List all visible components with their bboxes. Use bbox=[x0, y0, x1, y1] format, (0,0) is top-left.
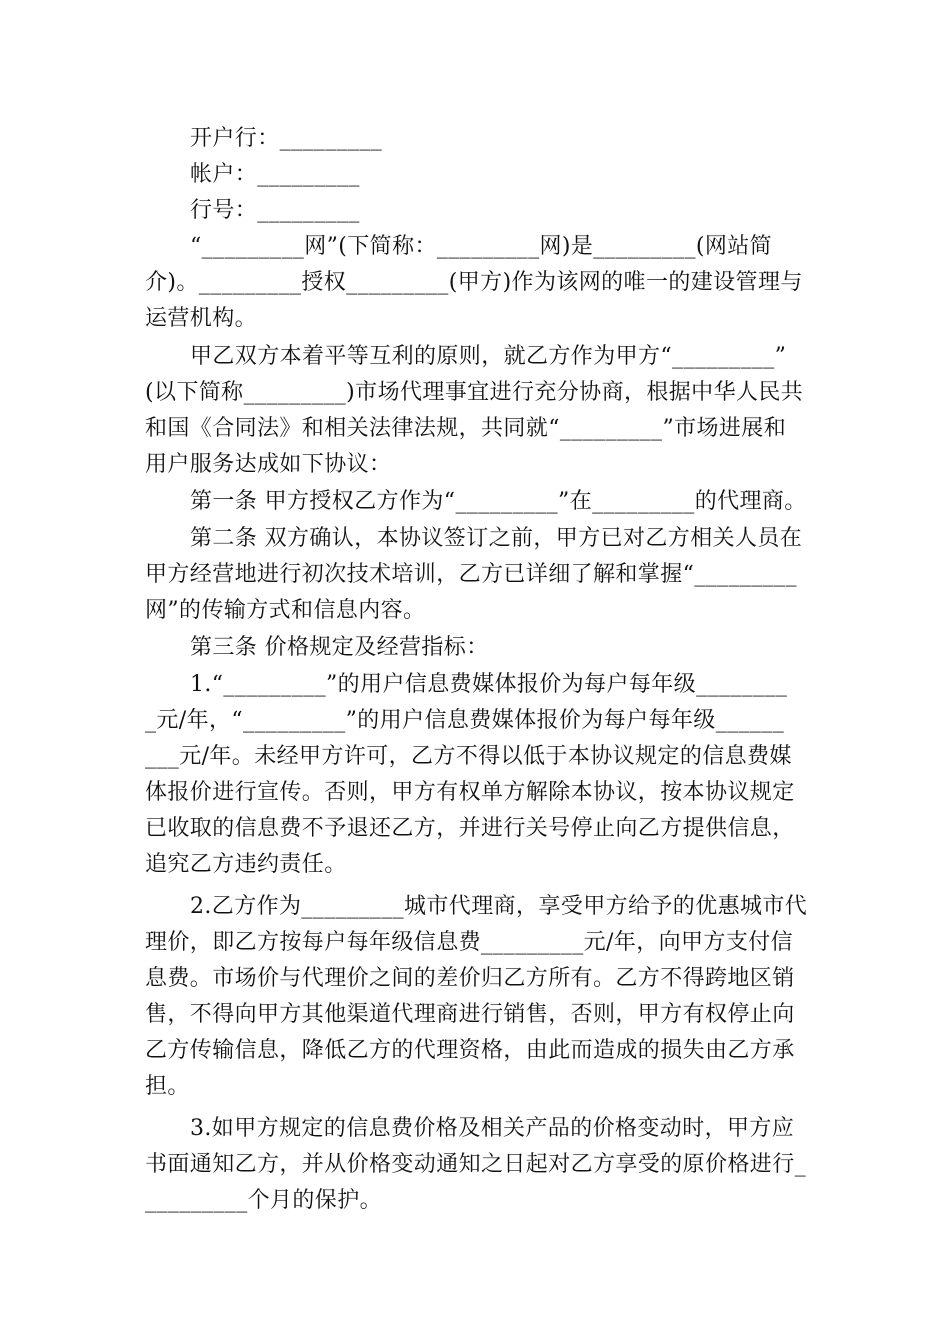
clause-2-line-6: 担。 bbox=[145, 1074, 190, 1099]
clause-2-line-1: 2.乙方作为_________城市代理商，享受甲方给予的优惠城市代 bbox=[190, 894, 808, 919]
article-2-line-3: 网”的传输方式和信息内容。 bbox=[145, 598, 426, 623]
clause-2-line-2: 理价，即乙方按每户每年级信息费_________元/年，向甲方支付信 bbox=[145, 930, 794, 955]
preamble-line-3: 和国《合同法》和相关法律法规，共同就“_________”市场进展和 bbox=[145, 416, 787, 441]
clause-1-line-4: 体报价进行宣传。否则，甲方有权单方解除本协议，按本协议规定 bbox=[145, 780, 795, 805]
bank-name-line: 开户行：_________ bbox=[190, 126, 383, 151]
bank-code-line: 行号：_________ bbox=[190, 198, 360, 223]
intro-paragraph-line-1: “_________网”(下简称：_________网)是_________(网站简 bbox=[190, 234, 773, 259]
clause-2-line-5: 乙方传输信息，降低乙方的代理资格，由此而造成的损失由乙方承 bbox=[145, 1038, 795, 1063]
clause-1-line-5: 已收取的信息费不予退还乙方，并进行关号停止向乙方提供信息， bbox=[145, 816, 795, 841]
clause-1-line-3: ___元/年。未经甲方许可，乙方不得以低于本协议规定的信息费媒 bbox=[145, 744, 792, 769]
clause-3-line-2: 书面通知乙方，并从价格变动通知之日起对乙方享受的原价格进行_ bbox=[145, 1152, 807, 1177]
intro-paragraph-line-3: 运营机构。 bbox=[145, 306, 258, 331]
account-line: 帐户：_________ bbox=[190, 162, 360, 187]
clause-1-line-2: _元/年，“_________”的用户信息费媒体报价为每户每年级______ bbox=[145, 708, 785, 733]
preamble-line-1: 甲乙双方本着平等互利的原则，就乙方作为甲方“_________” bbox=[190, 344, 787, 369]
intro-paragraph-line-2: 介)。_________授权_________(甲方)作为该网的唯一的建设管理与 bbox=[145, 270, 803, 295]
clause-2-line-4: 售，不得向甲方其他渠道代理商进行销售，否则，甲方有权停止向 bbox=[145, 1002, 795, 1027]
clause-2-line-3: 息费。市场价与代理价之间的差价归乙方所有。乙方不得跨地区销 bbox=[145, 966, 795, 991]
preamble-line-2: (以下简称_________)市场代理事宜进行充分协商，根据中华人民共 bbox=[145, 380, 804, 405]
clause-1-line-1: 1.“_________”的用户信息费媒体报价为每户每年级________ bbox=[190, 672, 788, 697]
article-2-line-1: 第二条 双方确认，本协议签订之前，甲方已对乙方相关人员在 bbox=[190, 526, 803, 551]
clause-3-line-3: _________个月的保护。 bbox=[145, 1188, 383, 1213]
article-2-line-2: 甲方经营地进行初次技术培训，乙方已详细了解和掌握“_________ bbox=[145, 562, 797, 587]
article-3-heading: 第三条 价格规定及经营指标： bbox=[190, 635, 489, 660]
preamble-line-4: 用户服务达成如下协议： bbox=[145, 452, 392, 477]
article-1-line: 第一条 甲方授权乙方作为“_________”在_________的代理商。 bbox=[190, 489, 807, 514]
clause-1-line-6: 追究乙方违约责任。 bbox=[145, 852, 347, 877]
clause-3-line-1: 3.如甲方规定的信息费价格及相关产品的价格变动时，甲方应 bbox=[190, 1116, 795, 1141]
